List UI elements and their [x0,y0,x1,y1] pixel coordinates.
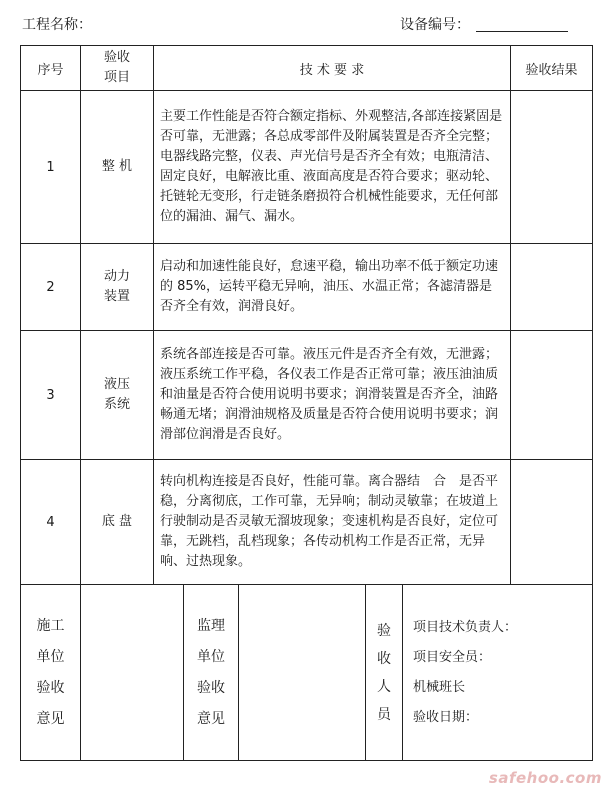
row-item: 底 盘 [81,460,154,585]
row-result[interactable] [511,460,593,585]
row-result[interactable] [511,91,593,244]
row-seq: 4 [21,460,81,585]
row-item-line1: 液压 [103,377,130,392]
row-requirements: 主要工作性能是否符合额定指标、外观整洁,各部连接紧固是否可靠，无泄露；各总成零部件及附属装置是否齐全完整；电器线路完整，仪表、声光信号是否齐全有效；电瓶清洁、固定良好，电解液比重、液面高度是否符合要求；驱动轮、托链轮无变形，行走链条磨损符合机械性能要求，无任何部位的漏油、漏气、漏水。 [154,91,511,244]
supervision-unit-label [184,585,239,761]
sign-row [21,585,593,761]
acceptance-char: 员 [377,706,391,723]
construction-unit-label [21,585,81,761]
row-result[interactable] [511,331,593,460]
row-item-line2: 装置 [103,289,130,304]
construction-line: 意见 [36,710,65,727]
construction-line: 施工 [36,617,65,634]
col-seq-header: 序号 [21,46,81,91]
row-item [81,331,154,460]
acceptance-personnel-label [366,585,403,761]
row-item: 整 机 [81,91,154,244]
site-watermark: safehoo.com [488,769,602,787]
table-row [21,91,593,244]
supervision-line: 单位 [197,648,225,665]
row-requirements: 启动和加速性能良好，怠速平稳，输出功率不低于额定功速的 85%，运转平稳无异响，油压、水温正常；各滤清器是否齐全有效，润滑良好。 [154,244,511,331]
construction-line: 单位 [36,648,65,665]
col-item-header-line1: 验收 [103,50,130,65]
col-result-header: 验收结果 [511,46,593,91]
table-row [21,460,593,585]
header-row [21,46,593,91]
row-seq: 2 [21,244,81,331]
acceptance-table [20,45,593,761]
acceptance-char: 收 [377,650,391,667]
acceptance-char: 验 [377,622,391,639]
supervision-line: 验收 [197,679,225,696]
supervision-line: 意见 [197,710,225,727]
construction-opinion-field[interactable] [81,585,184,761]
equipment-number-line [476,31,568,32]
row-result[interactable] [511,244,593,331]
acceptance-char: 人 [377,678,391,695]
row-item [81,244,154,331]
role-safety-officer: 项目安全员： [413,649,492,665]
col-requirements-header: 技 术 要 求 [154,46,511,91]
row-seq: 1 [21,91,81,244]
row-requirements: 转向机构连接是否良好，性能可靠。离合器结 合 是否平稳，分离彻底，工作可靠，无异响；制动灵敏靠；在坡道上行驶制动是否灵敏无溜坡现象；变速机构是否良好，定位可靠，无跳档，乱档现象；各传动机构工作是否正常，无异响、过热现象。 [154,460,511,585]
equipment-number-label: 设备编号： [400,17,470,33]
project-name-label: 工程名称： [22,17,92,33]
table-row [21,244,593,331]
construction-line: 验收 [36,679,65,696]
col-item-header-line2: 项目 [103,70,130,85]
role-tech-lead: 项目技术负责人： [413,619,518,635]
table-row [21,331,593,460]
col-item-header [81,46,154,91]
row-item-line1: 动力 [103,269,130,284]
row-item-line2: 系统 [103,397,130,412]
supervision-opinion-field[interactable] [239,585,366,761]
role-machine-team-leader: 机械班长 [413,679,466,695]
row-seq: 3 [21,331,81,460]
row-requirements: 系统各部连接是否可靠。液压元件是否齐全有效，无泄露；液压系统工作平稳，各仪表工作是否正常可靠；液压油油质和油量是否符合使用说明书要求；润滑装置是否齐全，油路畅通无堵；润滑油规格及质量是否符合使用说明书要求；润滑部位润滑是否良好。 [154,331,511,460]
supervision-line: 监理 [197,617,225,634]
acceptance-roles [403,585,593,761]
role-acceptance-date: 验收日期： [413,709,479,725]
